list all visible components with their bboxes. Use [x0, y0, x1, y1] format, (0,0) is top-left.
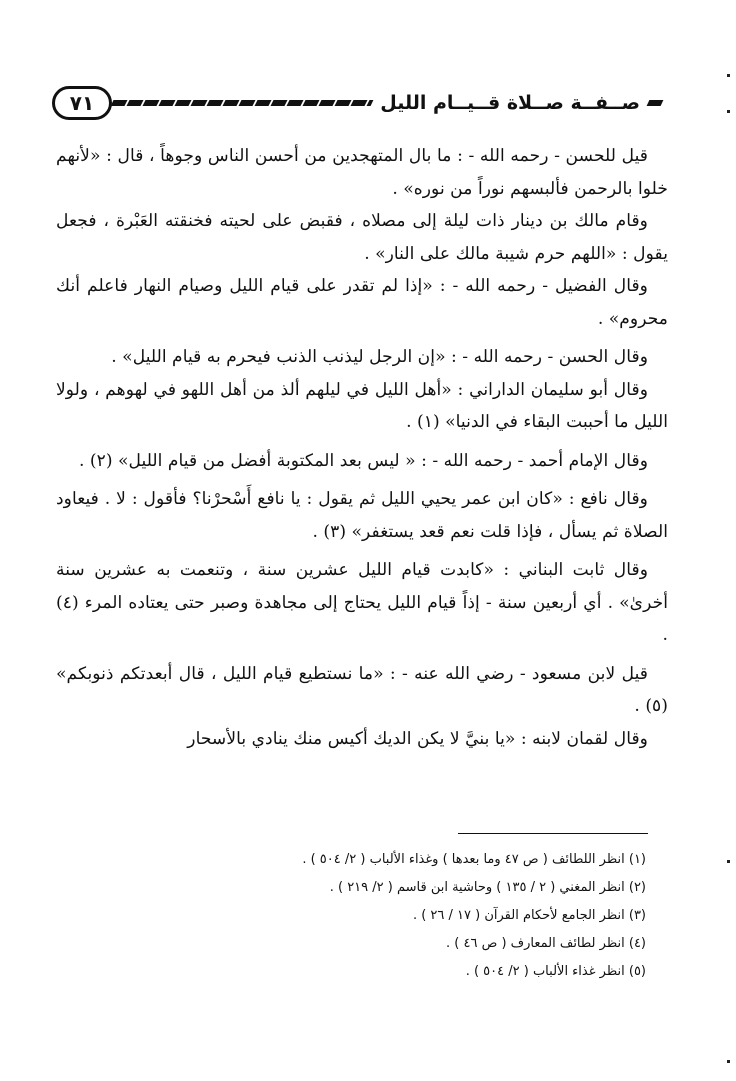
paragraph: وقال أبو سليمان الداراني : «أهل الليل في ليلهم ألذ من أهل اللهو في لهوهم ، ولولا الليل ما أحببت البقاء في الدنيا» (١) . — [56, 379, 668, 432]
footnote: (٢) انظر المغني ( ٢ / ١٣٥ ) وحاشية ابن قاسم ( ٢/ ٢١٩ ) . — [329, 880, 646, 895]
footnote: (٤) انظر لطائف المعارف ( ص ٤٦ ) . — [446, 936, 646, 951]
scan-speck — [727, 860, 730, 863]
paragraph: وقال الفضيل - رحمه الله - : «إذا لم تقدر على قيام الليل وصيام النهار فاعلم أنك محروم» . — [56, 276, 668, 329]
scan-speck — [727, 110, 730, 113]
footnotes — [126, 846, 646, 986]
paragraph: قيل لابن مسعود - رضي الله عنه - : «ما نستطيع قيام الليل ، قال أبعدتكم ذنوبكم» (٥) . — [56, 663, 668, 716]
footnote: (٣) انظر الجامع لأحكام القرآن ( ١٧ / ٢٦ ) . — [412, 908, 646, 923]
running-title: صــفــة صــلاة قــيــام الليل — [380, 92, 640, 114]
paragraph: وقال الإمام أحمد - رحمه الله - : « ليس بعد المكتوبة أفضل من قيام الليل» (٢) . — [78, 450, 648, 471]
scan-speck — [727, 1060, 730, 1063]
main-text — [56, 140, 668, 755]
paragraph: وقال الحسن - رحمه الله - : «إن الرجل ليذنب الذنب فيحرم به قيام الليل» . — [111, 347, 648, 367]
footnote: (٥) انظر غذاء الألباب ( ٢/ ٥٠٤ ) . — [465, 964, 646, 979]
paragraph: وقال نافع : «كان ابن عمر يحيي الليل ثم يقول : يا نافع أَسْحرْنا؟ فأقول : لا . فيعاود الصلاة ثم يسأل ، فإذا قلت نعم قعد يستغفر» (٣) . — [56, 489, 668, 542]
footnote-separator — [458, 833, 648, 834]
header-rule — [111, 100, 374, 106]
header-rule-end — [647, 100, 664, 106]
scan-speck — [727, 74, 730, 77]
paragraph: وقام مالك بن دينار ذات ليلة إلى مصلاه ، فقبض على لحيته فخنقته العَبْرة ، فجعل يقول : «اللهم حرم شيبة مالك على النار» . — [56, 211, 668, 264]
paragraph: وقال ثابت البناني : «كابدت قيام الليل عشرين سنة ، وتنعمت به عشرين سنة أخرىٰ» . أي أربعين سنة - إذاً قيام الليل يحتاج إلى مجاهدة وصبر حتى يعتاده المرء (٤) . — [56, 560, 668, 645]
page-header — [52, 84, 662, 124]
paragraph: قيل للحسن - رحمه الله - : ما بال المتهجدين من أحسن الناس وجوهاً ، قال : «لأنهم خلوا بالرحمن فألبسهم نوراً من نوره» . — [56, 146, 668, 199]
footnote: (١) انظر اللطائف ( ص ٤٧ وما بعدها ) وغذاء الألباب ( ٢/ ٥٠٤ ) . — [302, 852, 646, 867]
paragraph: وقال لقمان لابنه : «يا بنيَّ لا يكن الديك أكيس منك ينادي بالأسحار — [187, 728, 648, 749]
page-number: ٧١ — [52, 86, 112, 120]
